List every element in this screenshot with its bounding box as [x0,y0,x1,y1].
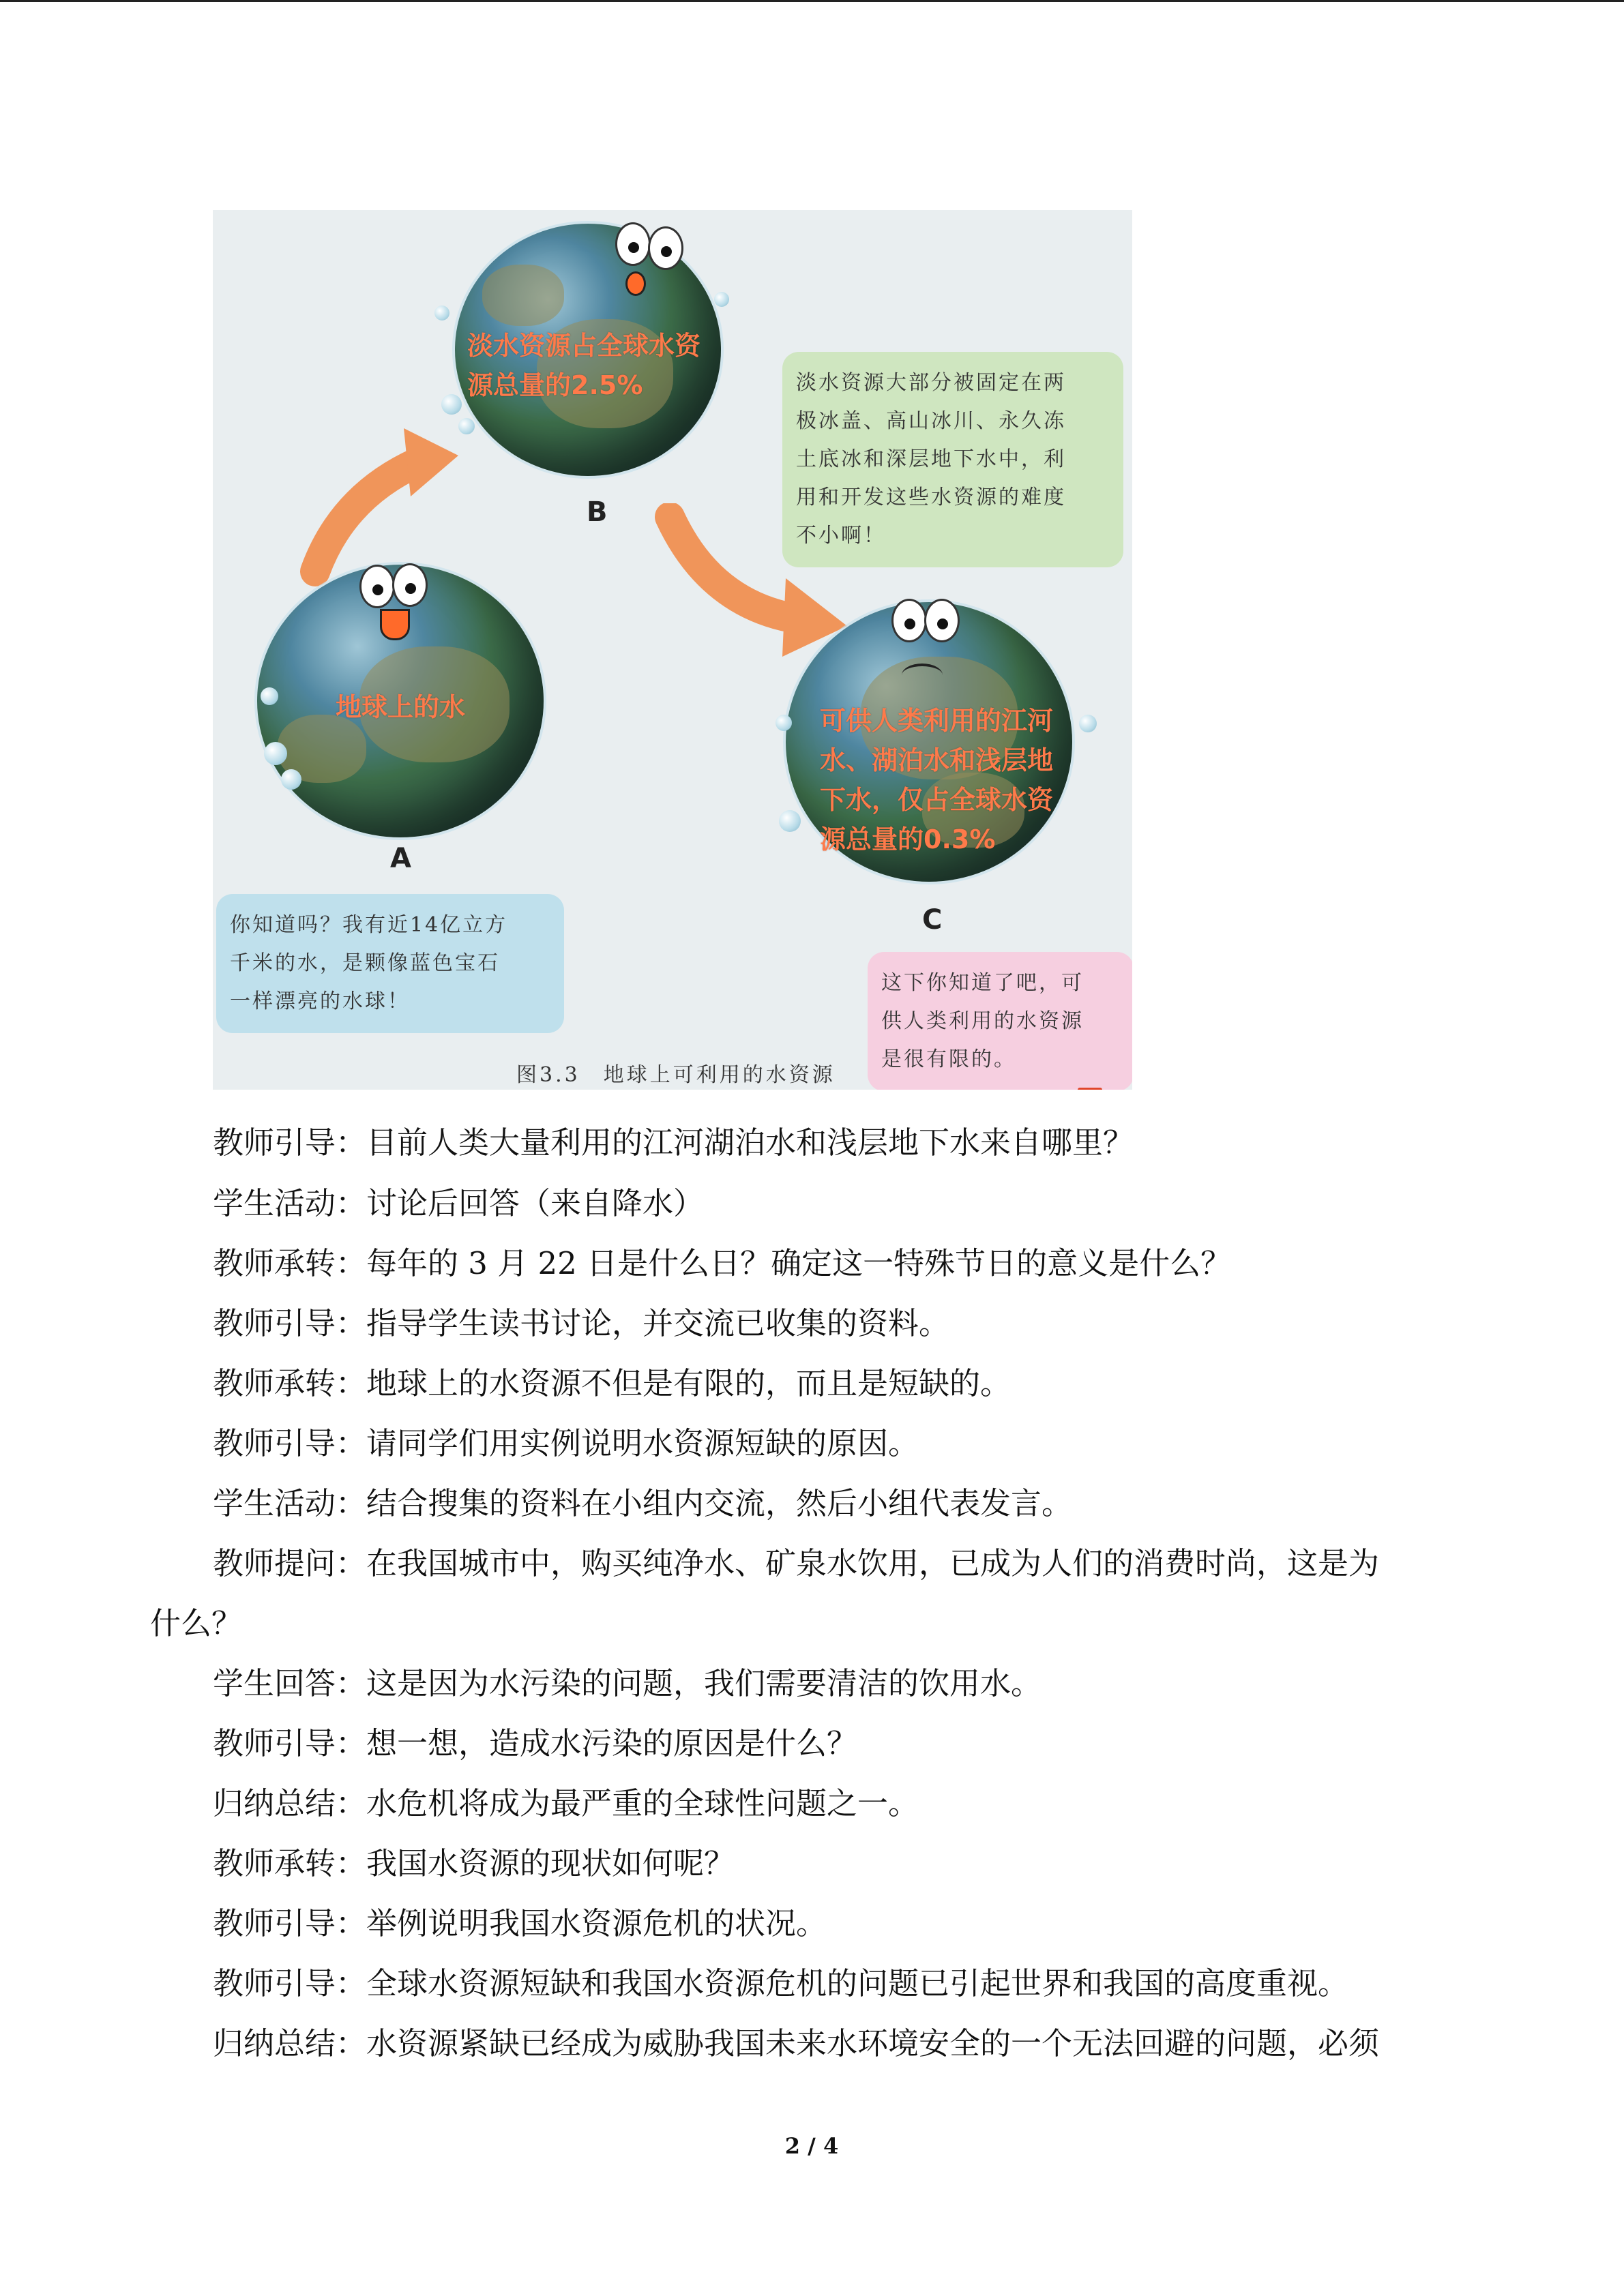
water-bead [441,394,462,415]
paragraph: 学生活动：讨论后回答（来自降水） [213,1185,705,1221]
paragraph: 教师引导：想一想，造成水污染的原因是什么？ [213,1725,858,1761]
water-bead [1079,715,1097,732]
water-resources-figure [213,210,1132,1090]
globe-c-right-eye [924,599,960,642]
water-bead [776,715,792,731]
paragraph: 教师引导：全球水资源短缺和我国水资源危机的问题已引起世界和我国的高度重视。 [213,1965,1349,2001]
water-bead [264,742,287,765]
globe-b-mouth [625,271,646,296]
paragraph: 教师承转：地球上的水资源不但是有限的，而且是短缺的。 [213,1365,1012,1401]
paragraph: 归纳总结：水资源紧缺已经成为威胁我国未来水环境安全的一个无法回避的问题，必须 [213,2025,1380,2061]
page-number: 2 / 4 [784,2133,839,2159]
water-bead [779,810,801,832]
paragraph: 教师引导：指导学生读书讨论，并交流已收集的资料。 [213,1305,950,1341]
globe-a-mouth [380,609,410,640]
globe-b-right-eye [648,226,683,270]
paragraph: 教师承转：每年的 3 月 22 日是什么日？确定这一特殊节日的意义是什么？ [213,1245,1232,1281]
page-top-border [0,0,1624,2]
speech-bubble-c: 这下你知道了吧，可 供人类利用的水资源 是很有限的。 [868,952,1132,1090]
label-a: A [390,843,411,874]
globe-a-text: 地球上的水 [336,692,466,722]
water-bead [261,687,278,705]
label-c: C [922,904,943,936]
paragraph-continuation: 什么？ [150,1605,243,1641]
globe-a [257,565,544,837]
globe-b [455,224,721,476]
figure-caption: 图3.3 地球上可利用的水资源 [516,1063,836,1087]
speech-bubble-b: 淡水资源大部分被固定在两 极冰盖、高山冰川、永久冻 土底冰和深层地下水中，利 用和开发这些水资源的难度 不小啊！ [782,352,1123,567]
globe-b-text: 淡水资源占全球水资 源总量的2.5% [467,331,701,400]
paragraph: 教师引导：目前人类大量利用的江河湖泊水和浅层地下水来自哪里？ [213,1124,1134,1161]
globe-b-left-eye [615,222,651,266]
red-mark [1078,1088,1102,1090]
paragraph: 归纳总结：水危机将成为最严重的全球性问题之一。 [213,1785,919,1821]
paragraph: 教师提问：在我国城市中，购买纯净水、矿泉水饮用，已成为人们的消费时尚，这是为 [213,1545,1380,1581]
globe-c-left-eye [891,599,927,642]
globe-a-left-eye [359,565,395,608]
label-b: B [587,496,608,528]
paragraph: 学生活动：结合搜集的资料在小组内交流，然后小组代表发言。 [213,1485,1073,1521]
globe-c-text: 可供人类利用的江河 水、湖泊水和浅层地 下水，仅占全球水资 源总量的0.3% [820,706,1054,854]
globe-c [786,602,1072,882]
water-bead [714,292,729,307]
globe-a-right-eye [392,563,428,607]
water-bead [458,418,475,434]
water-bead [434,305,449,320]
speech-bubble-a: 你知道吗？我有近14亿立方 千米的水，是颗像蓝色宝石 一样漂亮的水球！ [216,894,564,1033]
paragraph: 教师承转：我国水资源的现状如何呢？ [213,1845,735,1881]
paragraph: 教师引导：举例说明我国水资源危机的状况。 [213,1905,827,1941]
globe-c-mouth [902,664,943,687]
paragraph: 教师引导：请同学们用实例说明水资源短缺的原因。 [213,1425,919,1461]
paragraph: 学生回答：这是因为水污染的问题，我们需要清洁的饮用水。 [213,1665,1042,1701]
water-bead [281,769,301,790]
